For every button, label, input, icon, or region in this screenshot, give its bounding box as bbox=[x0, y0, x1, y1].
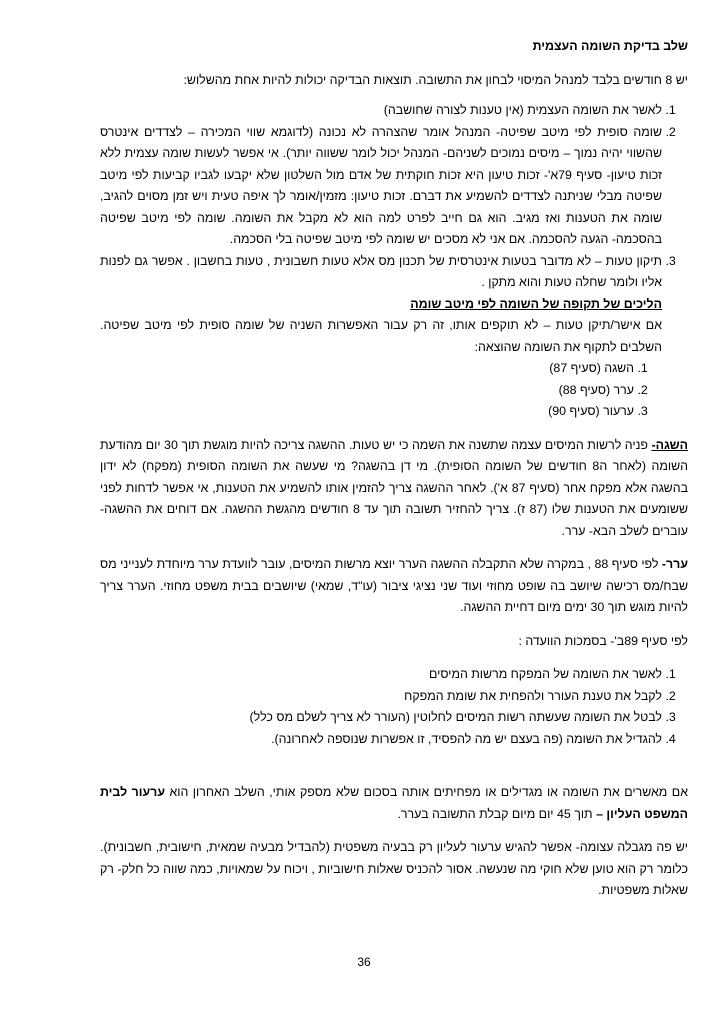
page-number: 36 bbox=[357, 955, 371, 969]
powers-list bbox=[100, 664, 688, 750]
objection-label: השגה- bbox=[651, 437, 688, 452]
powers-intro: לפי סעיף 89ב'- בסמכות הוועדה : bbox=[518, 633, 688, 648]
outcome-item bbox=[100, 251, 662, 423]
step-item: 2. ערר (סעיף 88) bbox=[100, 380, 634, 402]
procedures-heading: הליכים של תקופה של השומה לפי מיטב שומה bbox=[410, 296, 662, 311]
appeal-text: לפי סעיף 88 , במקרה שלא התקבלה ההשגה הערר יוצא מרשות המיסים, עובר לוועדת ערר מיוחדת לענייני מס שבח/מס רכישה שיושב בה שופט מחוזי ועוד שני נציגי ציבור (עו"ד, שמאי) שיושבים בבית משפט מחוזי. הערר צריך להיות מוגש תוך 30 ימים מיום דחיית ההשגה. bbox=[100, 557, 688, 614]
power-item: 2. לקבל את טענת העורר ולהפחית את שומת המפקח bbox=[100, 686, 662, 708]
appeal-label: ערר- bbox=[661, 557, 688, 571]
power-item: 4. להגדיל את השומה (פה בעצם יש מה להפסיד, זו אפשרות שנוספה לאחרונה). bbox=[100, 729, 662, 751]
outcome-3-text: תיקון טעות – לא מדובר בטעות אינטרסית של תכנון מס אלא טעות חשבונית , טעות בחשבון . אפשר גם לפנות אליו ולומר שחלה טעות והוא מתקן . bbox=[100, 253, 662, 289]
outcome-item: 2. שומה סופית לפי מיטב שפיטה- המנהל אומר שהצהרה לא נכונה (לדוגמא שווי המכירה – לצדדים אינטרס שהשווי יהיה נמוך – מיסים נמוכים לשניהם- המנהל יכול לומר ששווה יותר). אי אפשר לעשות שומה עצמית ללא זכות טיעון- סעיף 79א'- זכות טיעון היא זכות חוקתית של אדם מול השלטון שלא יקבעו לגביו קביעות לפי מיטב שפיטה מבלי שניתנה לצדדים להשמיע את דברם. זכות טיעון: מזמין/אומר לך איפה טעית ויש זמן מסוים להגיב, שומה את הטענות ואז מגיב. הוא גם חייב לפרט למה הוא לא מקבל את השומה. שומה לפי מיטב שפיטה בהסכמה- הגעה להסכמה. אם אני לא מסכים יש שומה לפי מיטב שפיטה בלי הסכמה. bbox=[100, 122, 662, 251]
objection-text: פניה לרשות המיסים עצמה שתשנה את השמה כי יש טעות. ההשגה צריכה להיות מוגשת תוך 30 יום מהודעת השומה (לאחר ה8 חודשים של השומה הסופית). מי דן בהשגה? מי שעשה את השומה הסופית (מפקח) לא ידון בהשגה אלא מפקח אחר (סעיף 87 א'). לאחר ההשגה צריך להזמין אותו להשמיע את הטענות, אי אפשר לדחות לפני ששומעים את הטענות שלו (87 ז). צריך להחזיר תשובה תוך עד 8 חודשים מהגשת ההשגה. אם דוחים את ההשגה- עוברים לשלב הבא- ערר. bbox=[100, 437, 688, 538]
supreme-text-after: תוך 45 יום מיום קבלת התשובה בערר. bbox=[397, 806, 597, 821]
supreme-text-before: אם מאשרים את השומה או מגדילים או מפחיתים אותה בסכום שלא מספק אותי, השלב האחרון הוא bbox=[164, 785, 688, 799]
appeal-paragraph bbox=[100, 554, 688, 619]
steps-list bbox=[100, 358, 662, 423]
outcome-item: 1. לאשר את השומה העצמית (אין טענות לצורה שחושבה) bbox=[100, 100, 662, 122]
step-item: 1. השגה (סעיף 87) bbox=[100, 358, 634, 380]
outcomes-list bbox=[100, 100, 688, 423]
supreme-court-paragraph bbox=[100, 782, 688, 825]
intro-paragraph: יש 8 חודשים בלבד למנהל המיסוי לבחון את התשובה. תוצאות הבדיקה יכולות להיות אחת מהשלוש: bbox=[183, 72, 688, 87]
power-item: 3. לבטל את השומה שעשתה רשות המיסים לחלוטין (העורר לא צריך לשלם מס כלל) bbox=[100, 707, 662, 729]
document-page bbox=[100, 36, 688, 902]
outcome-3-text2: אם אישר/תיקן טעות – לא תוקפים אותו, זה רק עבור האפשרות השניה של שומה סופית לפי מיטב שפיטה. השלבים לתקוף את השומה שהוצאה: bbox=[100, 318, 662, 354]
objection-paragraph bbox=[100, 435, 688, 543]
restriction-paragraph: יש פה מגבלה עצומה- אפשר להגיש ערעור לעליון רק בבעיה משפטית (להבדיל מבעיה שמאית, חישובית, חשבונית). כלומר רק הוא טוען שלא חוקי מה שנעשה. אסור להכניס שאלות חישוביות , ויכוח על שמאויות, כמה שווה כל חלק- רק שאלות משפטיות. bbox=[100, 840, 688, 897]
supreme-bold: ערעור לבית המשפט העליון – bbox=[100, 785, 688, 821]
step-item: 3. ערעור (סעיף 90) bbox=[100, 401, 634, 423]
power-item: 1. לאשר את השומה של המפקח מרשות המיסים bbox=[100, 664, 662, 686]
section-title: שלב בדיקת השומה העצמית bbox=[532, 39, 688, 53]
